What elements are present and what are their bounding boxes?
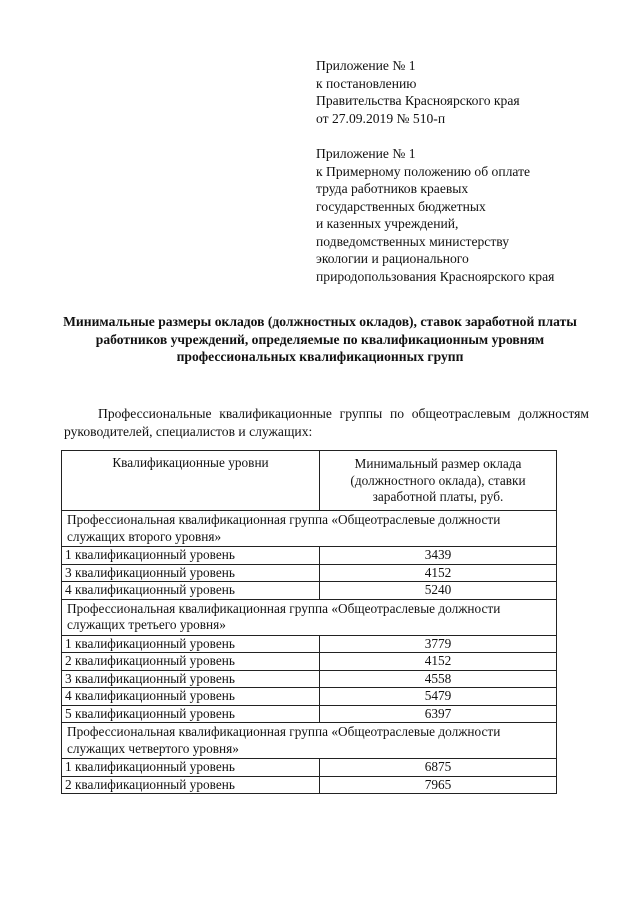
value-cell: 5240 <box>320 582 557 600</box>
document-title: Минимальные размеры окладов (должностных окладов), ставок заработной платы работников учреждений, определяемые по квалификационным уровням профессиональных квалификационных групп <box>63 314 577 364</box>
table-row <box>62 547 557 565</box>
value-cell: 6397 <box>320 705 557 723</box>
group-name: Профессиональная квалификационная группа «Общеотраслевые должности служащих третьего уровня» <box>62 599 557 635</box>
table-row <box>62 670 557 688</box>
value-cell: 5479 <box>320 688 557 706</box>
level-cell: 1 квалификационный уровень <box>62 547 320 565</box>
annex-2-line: Приложение № 1 <box>316 146 416 161</box>
annex-2-line: труда работников краевых <box>316 181 469 196</box>
table-row <box>62 776 557 794</box>
value-cell: 3439 <box>320 547 557 565</box>
table-row <box>62 688 557 706</box>
annex-1-line: Правительства Красноярского края <box>316 93 520 108</box>
level-cell: 4 квалификационный уровень <box>62 688 320 706</box>
annex-2-line: и казенных учреждений, <box>316 216 459 231</box>
level-cell: 4 квалификационный уровень <box>62 582 320 600</box>
header-levels: Квалификационные уровни <box>62 451 320 511</box>
value-cell: 4152 <box>320 564 557 582</box>
value-cell: 4558 <box>320 670 557 688</box>
table-header-row <box>62 451 557 511</box>
intro-paragraph: Профессиональные квалификационные группы по общеотраслевым должностям руководителей, специалистов и служащих: <box>64 406 589 439</box>
annex-1-line: к постановлению <box>316 75 417 91</box>
annex-1-line: от 27.09.2019 № 510-п <box>316 110 446 126</box>
group-row <box>62 511 557 547</box>
value-cell: 6875 <box>320 759 557 777</box>
value-cell: 4152 <box>320 653 557 671</box>
value-cell: 3779 <box>320 635 557 653</box>
table-row <box>62 635 557 653</box>
group-row <box>62 599 557 635</box>
header-salary: Минимальный размер оклада (должностного оклада), ставки заработной платы, руб. <box>320 451 557 511</box>
level-cell: 2 квалификационный уровень <box>62 653 320 671</box>
table-row <box>62 582 557 600</box>
salary-table <box>61 450 557 794</box>
group-name: Профессиональная квалификационная группа «Общеотраслевые должности служащих второго уровня» <box>62 511 557 547</box>
level-cell: 5 квалификационный уровень <box>62 705 320 723</box>
annex-1-block <box>316 57 520 127</box>
level-cell: 2 квалификационный уровень <box>62 776 320 794</box>
table-row <box>62 759 557 777</box>
level-cell: 3 квалификационный уровень <box>62 670 320 688</box>
group-row <box>62 723 557 759</box>
annex-2-line: природопользования Красноярского края <box>316 268 555 284</box>
annex-1-line: Приложение № 1 <box>316 58 416 73</box>
value-cell: 7965 <box>320 776 557 794</box>
annex-2-line: экологии и рационального <box>316 251 469 266</box>
annex-2-line: подведомственных министерству <box>316 233 510 249</box>
annex-2-block <box>316 145 554 285</box>
level-cell: 1 квалификационный уровень <box>62 635 320 653</box>
annex-2-line: государственных бюджетных <box>316 198 486 214</box>
group-name: Профессиональная квалификационная группа «Общеотраслевые должности служащих четвертого уровня» <box>62 723 557 759</box>
level-cell: 1 квалификационный уровень <box>62 759 320 777</box>
table-row <box>62 653 557 671</box>
level-cell: 3 квалификационный уровень <box>62 564 320 582</box>
annex-2-line: к Примерному положению об оплате <box>316 163 531 179</box>
table-row <box>62 564 557 582</box>
table-row <box>62 705 557 723</box>
